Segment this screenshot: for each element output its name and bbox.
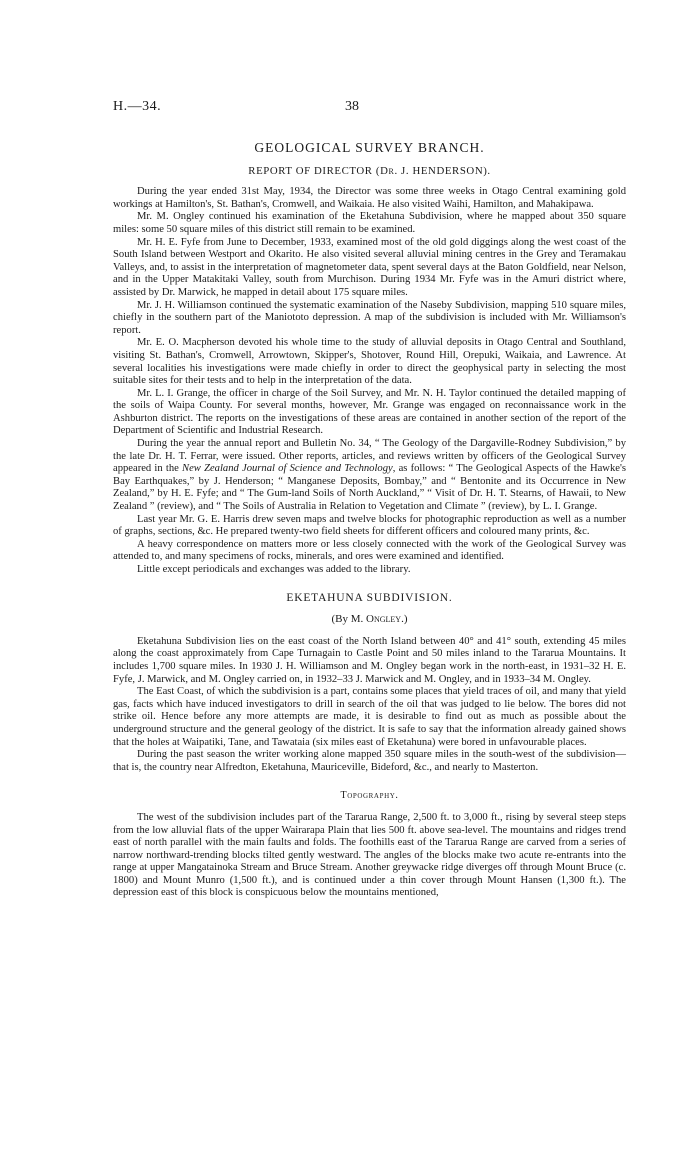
paragraph: Mr. J. H. Williamson continued the systematic examination of the Naseby Subdivision, mapping 510 square miles, chiefly in the southern part of the Maniototo depression. A map of the subdivision is included with Mr. Williamson's report. xyxy=(113,299,626,336)
publications-text-1: During the year the annual report and Bulletin No. 34, “ The Geology of the Dargaville-Rodney Subdivision,” by the late Dr. H. T. Ferrar, were issued. Other reports, articles, and reviews written by officers of the Geological Survey appeared in the xyxy=(113,438,626,475)
paragraph: During the past season the writer working alone mapped 350 square miles in the south-west of the subdivision—that is, the country near Alfredton, Eketahuna, Mauriceville, Bideford, &c., and nearly to Masterton. xyxy=(113,749,626,773)
document-reference: H.—34. xyxy=(113,99,162,114)
byline-prefix: (By M. xyxy=(331,613,367,626)
paragraph: During the year ended 31st May, 1934, the Director was some three weeks in Otago Central examining gold workings at Hamilton's, St. Bathan's, Cromwell, and Waikaia. He also visited Waihi, Hamilton, and Mahakipawa. xyxy=(113,186,626,210)
paragraph: Mr. M. Ongley continued his examination of the Eketahuna Subdivision, where he mapped about 350 square miles: some 50 square miles of this district still remain to be examined. xyxy=(113,211,626,235)
publications-paragraph xyxy=(113,438,626,514)
paragraph: Last year Mr. G. E. Harris drew seven maps and twelve blocks for photographic reproduction as well as a number of graphs, sections, &c. He prepared twenty-two field sheets for different officers and coloured many prints, &c. xyxy=(113,513,626,538)
report-heading xyxy=(113,165,626,178)
byline-author: Ongley xyxy=(366,613,402,626)
page-number: 38 xyxy=(345,99,359,114)
byline-suffix: .) xyxy=(401,613,408,626)
paragraph: A heavy correspondence on matters more or less closely connected with the work of the Geological Survey was attended to, and many specimens of rocks, minerals, and ores were examined and identified. xyxy=(113,538,626,563)
paragraph: Mr. H. E. Fyfe from June to December, 1933, examined most of the old gold diggings along the west coast of the South Island between Westport and Okarito. He also visited several alluvial mining centres in the Grey and Teramakau Valleys, and, to assist in the interpretation of magnetometer data, spent several days at the Baton Goldfield, near Nelson, and in the Upper Matakitaki Valley, south from Murchison. During 1934 Mr. Fyfe was in the Amuri district where, assisted by Dr. Marwick, he mapped in detail about 175 square miles. xyxy=(113,236,626,298)
paragraph: The East Coast, of which the subdivision is a part, contains some places that yield traces of oil, and many that yield gas, facts which have induced investigators to drill in search of the oil that was judged to lie below. The bores did not strike oil. Hence before any more attempts are made, it is desirable to find out as much as possible about the underground structure and the general geology of the district. It is safe to say that the information already gained shows that the holes at Waipatiki, Tane, and Tawataia (six miles east of Eketahuna) were bored in unfavourable places. xyxy=(113,686,626,748)
main-heading: GEOLOGICAL SURVEY BRANCH. xyxy=(254,140,485,155)
paragraph: Little except periodicals and exchanges was added to the library. xyxy=(137,564,411,575)
paragraph: The west of the subdivision includes part of the Tararua Range, 2,500 ft. to 3,000 ft., rising by several steep steps from the low alluvial flats of the upper Wairarapa Plain that lies 500 ft. above sea-level. The mountains and ridges trend east of north parallel with the main faults and folds. The foothills east of the Tararua Range are carved from a series of narrow northward-trending blocks tilted gently westward. The angles of the blocks make two acute re-entrants into the range at upper Mangatainoka Stream and Bruce Stream. Another greywacke ridge diverges off through Mount Bruce (c. 1800) and Mount Munro (1,500 ft.), and is continued under a thin cover through Mount Hansen (1,300 ft.). The depression east of this block is conspicuous below the mountains mentioned, xyxy=(113,811,626,899)
paragraph: Eketahuna Subdivision lies on the east coast of the North Island between 40° and 41° south, extending 45 miles along the coast approximately from Cape Turnagain to Castle Point and 50 miles inland to the Tararua Mountains. It includes 1,700 square miles. In 1930 J. H. Williamson and M. Ongley began work in the north-east, in 1931–32 H. E. Fyfe, J. Marwick, and M. Ongley carried on, in 1932–33 J. Marwick and M. Ongley, and in 1933–34 M. Ongley. xyxy=(113,635,626,685)
report-heading-honorific: Dr. xyxy=(380,164,398,177)
byline xyxy=(113,613,626,626)
publications-text-2: , as follows: “ The Geological Aspects of the Hawke's Bay Earthquakes,” by J. Henderson; “ Manganese Deposits, Bombay,” and “ Bentonite and its Occurrence in New Zealand,” by H. E. Fyfe; and “ The Gum-land Soils of North Auckland,” “ Visit of Dr. H. T. Stearns, of Hawaii, to New Zealand ” (review), and “ The Soils of Australia in Relation to Vegetation and Climate ” (review), by L. I. Grange. xyxy=(113,463,626,513)
subsection-heading: Topography. xyxy=(340,790,399,802)
report-heading-name: J. HENDERSON). xyxy=(397,164,491,177)
journal-title: New Zealand Journal of Science and Technology xyxy=(182,463,393,475)
page-body xyxy=(113,142,626,900)
section-heading: EKETAHUNA SUBDIVISION. xyxy=(286,591,453,604)
paragraph: Mr. L. I. Grange, the officer in charge of the Soil Survey, and Mr. N. H. Taylor continued the detailed mapping of the soils of Waipa County. For several months, however, Mr. Grange was engaged on reconnaissance work in the Ashburton district. The reports on the investigations of these areas are contained in another section of the report of the Department of Scientific and Industrial Research. xyxy=(113,387,626,437)
running-head xyxy=(113,99,593,117)
paragraph: Mr. E. O. Macpherson devoted his whole time to the study of alluvial deposits in Otago Central and Southland, visiting St. Bathan's, Cromwell, Arrowtown, Skipper's, Shotover, Round Hill, Orepuki, Waikaia, and Lawrence. At several localities his investigations were made chiefly in order to direct the geophysical party in selecting the most suitable sites for their tests and to help in the interpretation of the data. xyxy=(113,337,626,387)
report-heading-prefix: REPORT OF DIRECTOR ( xyxy=(248,164,381,177)
